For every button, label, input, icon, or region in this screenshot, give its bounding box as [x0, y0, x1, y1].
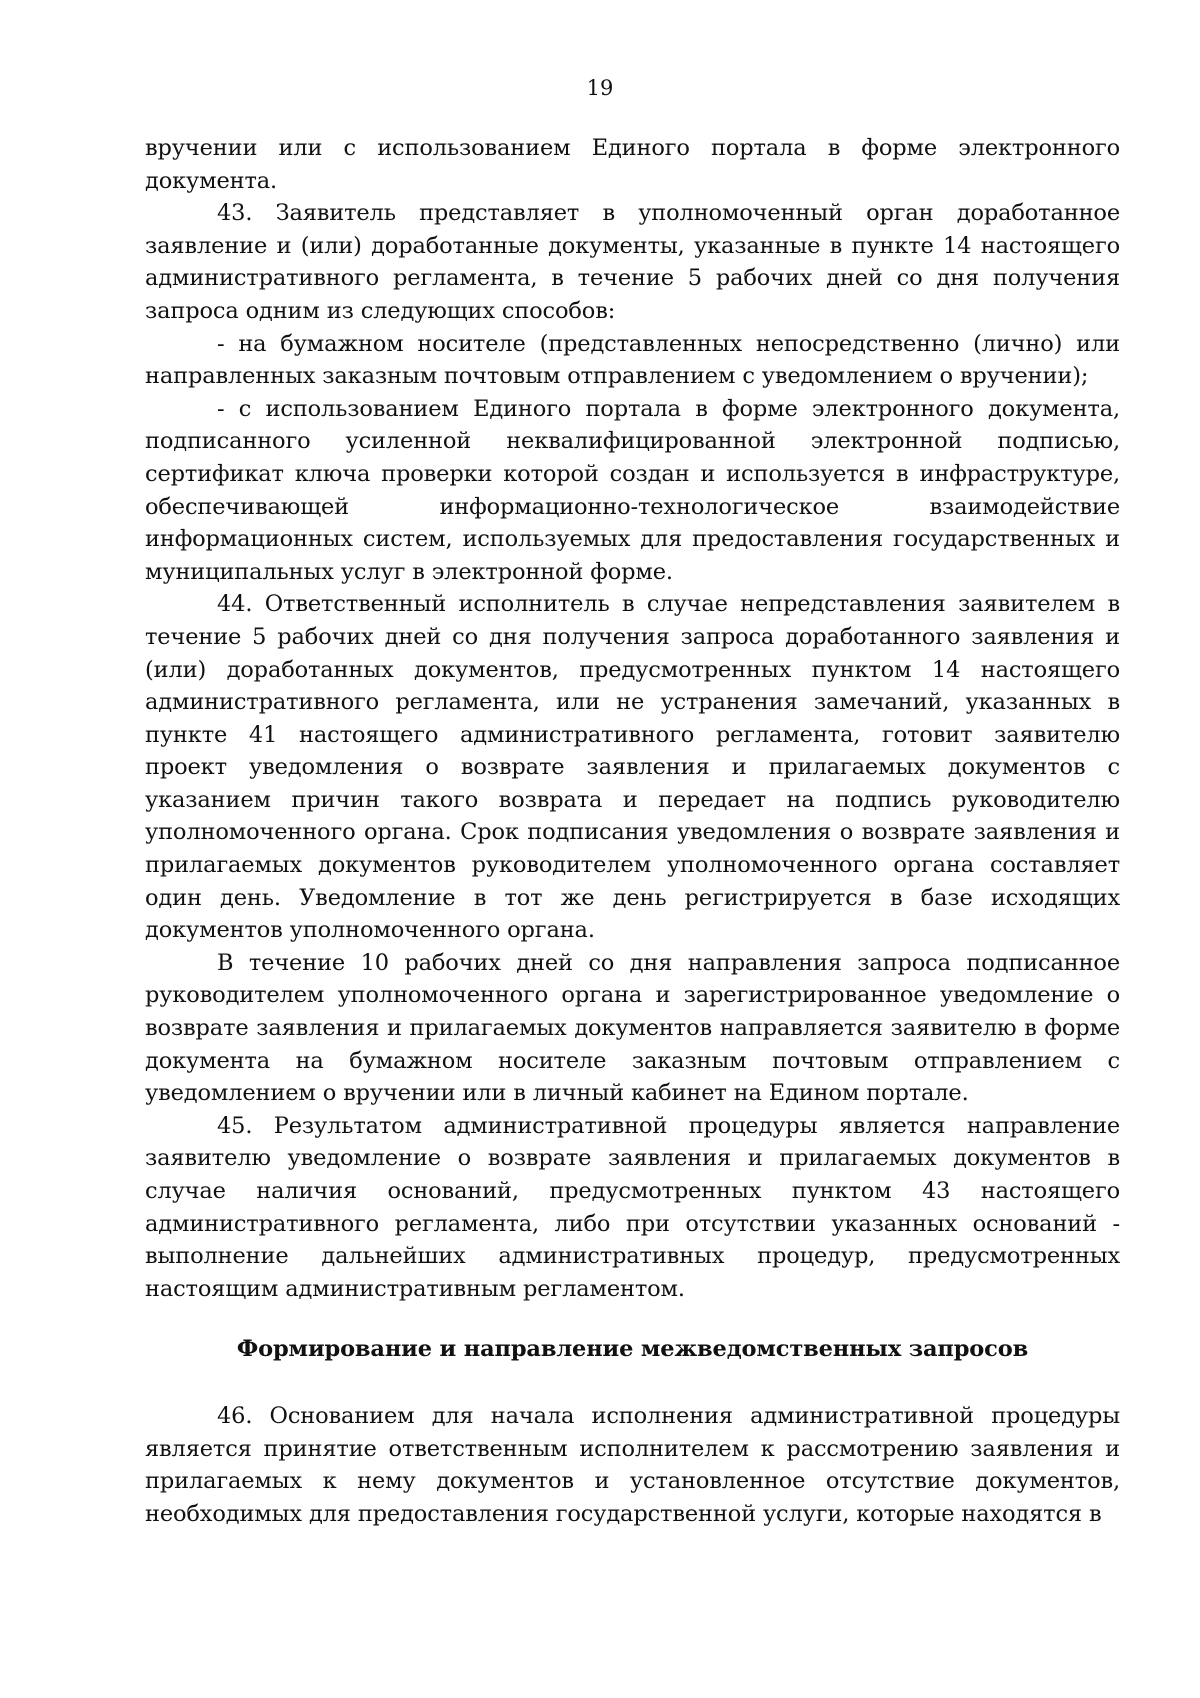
- paragraph-43: 43. Заявитель представляет в уполномоченный орган доработанное заявление и (или) доработанные документы, указанные в пункте 14 настоящего административного регламента, в течение 5 рабочих дней со дня получения запроса одним из следующих способов:: [145, 200, 1120, 324]
- paragraph-continuation: вручении или с использованием Единого портала в форме электронного документа.: [145, 135, 1120, 194]
- list-item-paper: - на бумажном носителе (представленных непосредственно (лично) или направленных заказным почтовым отправлением с уведомлением о вручении);: [145, 330, 1120, 390]
- paragraph-44: 44. Ответственный исполнитель в случае непредставления заявителем в течение 5 рабочих дней со дня получения запроса доработанного заявления и (или) доработанных документов, предусмотренных пунктом 14 настоящего административного регламента, или не устранения замечаний, указанных в пункте 41 настоящего административного регламента, готовит заявителю проект уведомления о возврате заявления и прилагаемых документов с указанием причин такого возврата и передает на подпись руководителю уполномоченного органа. Срок подписания уведомления о возврате заявления и прилагаемых документов руководителем уполномоченного органа составляет один день. Уведомление в тот же день регистрируется в базе исходящих документов уполномоченного органа.: [145, 591, 1120, 944]
- paragraph-44-continued: В течение 10 рабочих дней со дня направления запроса подписанное руководителем уполномоченного органа и зарегистрированное уведомление о возврате заявления и прилагаемых документов направляется заявителю в форме документа на бумажном носителе заказным почтовым отправлением с уведомлением о вручении или в личный кабинет на Едином портале.: [145, 949, 1120, 1107]
- paragraph-46: 46. Основанием для начала исполнения административной процедуры является принятие ответственным исполнителем к рассмотрению заявления и прилагаемых к нему документов и установленное отсутствие документов, необходимых для предоставления государственной услуги, которые находятся в: [145, 1402, 1120, 1527]
- paragraph-45: 45. Результатом административной процедуры является направление заявителю уведомление о возврате заявления и прилагаемых документов в случае наличия оснований, предусмотренных пунктом 43 настоящего административного регламента, либо при отсутствии указанных оснований - выполнение дальнейших административных процедур, предусмотренных настоящим административным регламентом.: [145, 1112, 1120, 1302]
- list-item-portal: - с использованием Единого портала в форме электронного документа, подписанного усиленной неквалифицированной электронной подписью, сертификат ключа проверки которой создан и используется в инфраструктуре, обеспечивающей информационно-технологическое взаимодействие информационных систем, используемых для предоставления государственных и муниципальных услуг в электронной форме.: [145, 395, 1120, 585]
- page-number: 19: [586, 76, 614, 100]
- section-heading: Формирование и направление межведомственных запросов: [236, 1336, 1029, 1363]
- document-body: [145, 132, 1120, 1530]
